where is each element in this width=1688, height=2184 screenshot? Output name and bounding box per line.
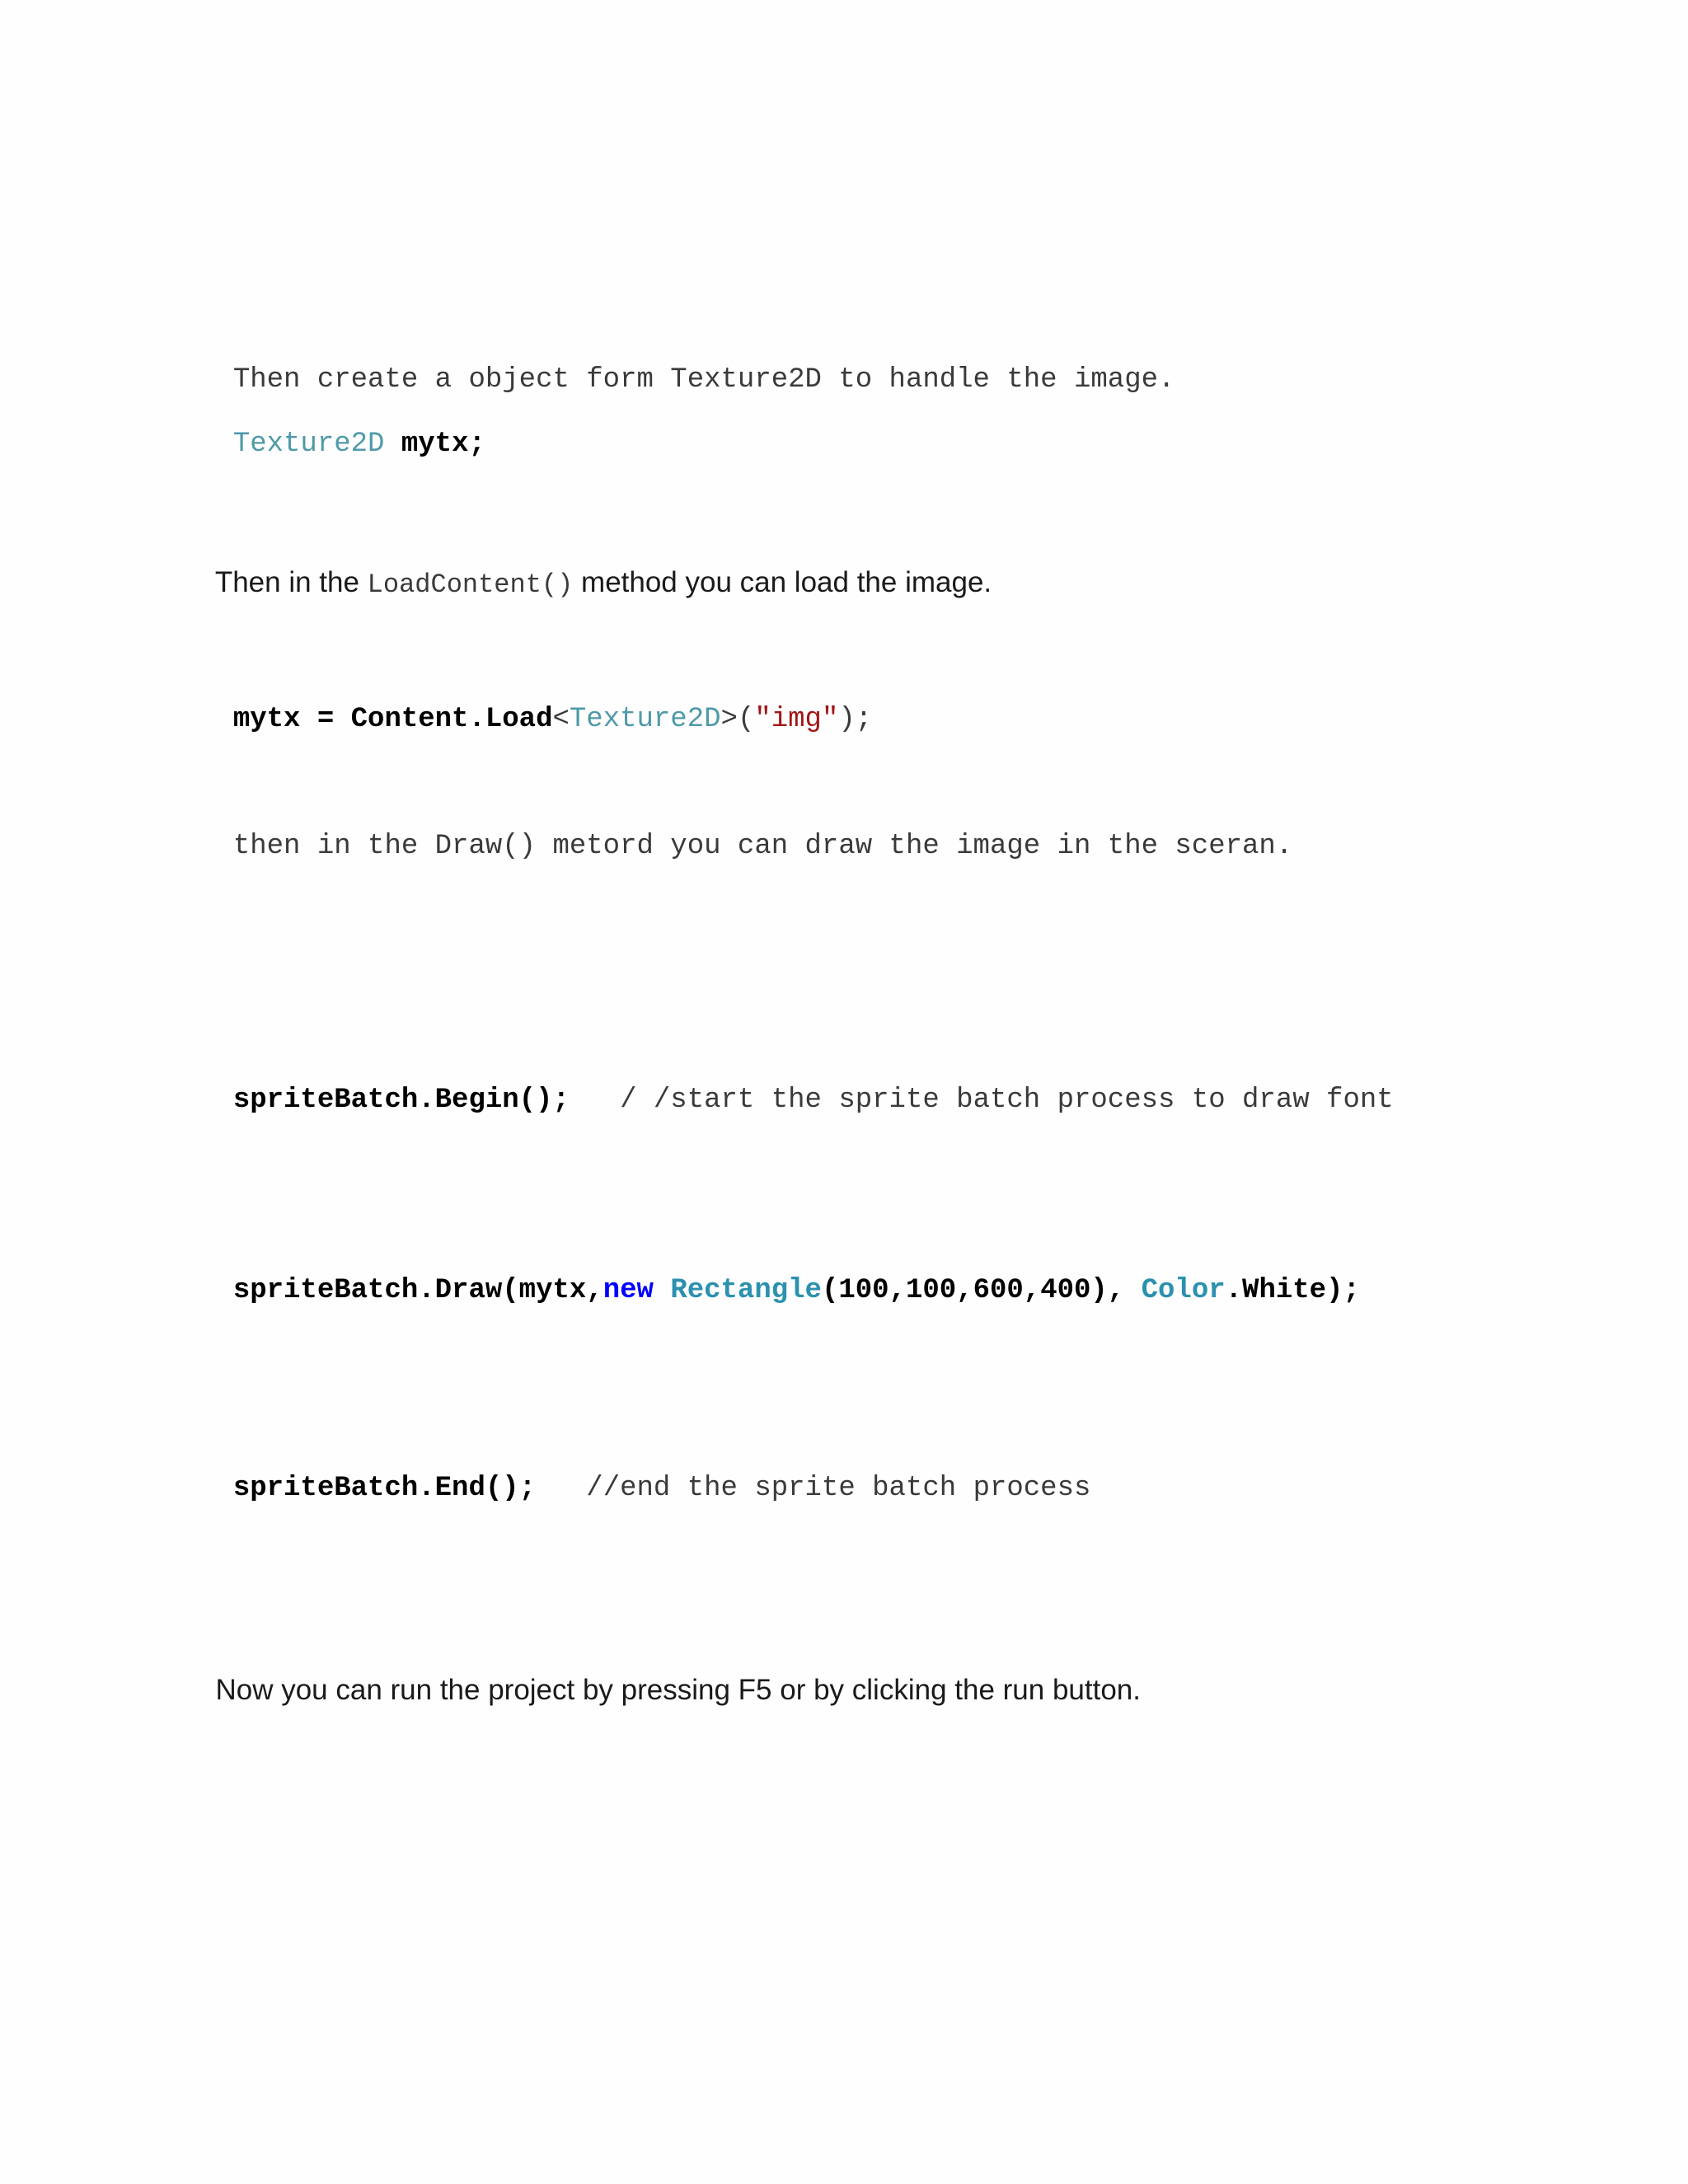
keyword-new: new (603, 1275, 654, 1306)
paren-close: ); (838, 704, 873, 735)
begin-code (199, 1058, 1394, 1114)
paren-open: ( (737, 704, 755, 735)
draw-explanation (199, 804, 1292, 860)
draw-sentence: then in the Draw() metord you can draw the image in the sceran. (232, 831, 1293, 862)
rectangle-args: (100,100,600,400), (821, 1275, 1142, 1306)
space (654, 1275, 670, 1306)
draw-call: spriteBatch.Draw(mytx, (232, 1275, 603, 1306)
loadcontent-text-before: Then in the (214, 566, 368, 598)
type-color: Color (1141, 1275, 1226, 1306)
type-texture2d: Texture2D (232, 429, 385, 460)
declaration-variable: mytx; (384, 429, 485, 460)
loadcontent-explanation (199, 539, 992, 598)
generic-open: < (552, 704, 570, 735)
loadcontent-text-after: method you can load the image. (573, 566, 992, 598)
generic-close: > (720, 704, 738, 735)
intro-sentence: Then create a object form Texture2D to handle the image. (232, 364, 1175, 396)
loadcontent-method-name: LoadContent() (367, 569, 574, 600)
draw-code (199, 1249, 1360, 1305)
run-sentence: Now you can run the project by pressing F5 or by clicking the run button. (215, 1674, 1141, 1706)
asset-name-string: "img" (754, 704, 839, 735)
content-load-call: mytx = Content.Load (232, 704, 553, 735)
end-comment: //end the sprite batch process (536, 1473, 1091, 1504)
end-code (199, 1446, 1090, 1502)
type-texture2d-generic: Texture2D (569, 704, 721, 735)
texture-declaration-code (199, 402, 485, 458)
color-white: .White); (1225, 1275, 1360, 1306)
begin-comment: / /start the sprite batch process to draw font (569, 1085, 1394, 1116)
begin-call: spriteBatch.Begin(); (232, 1085, 570, 1116)
intro-text (199, 338, 1175, 394)
run-instructions (199, 1647, 1141, 1704)
content-load-code (199, 677, 872, 733)
end-call: spriteBatch.End(); (232, 1473, 537, 1504)
type-rectangle: Rectangle (670, 1275, 822, 1306)
